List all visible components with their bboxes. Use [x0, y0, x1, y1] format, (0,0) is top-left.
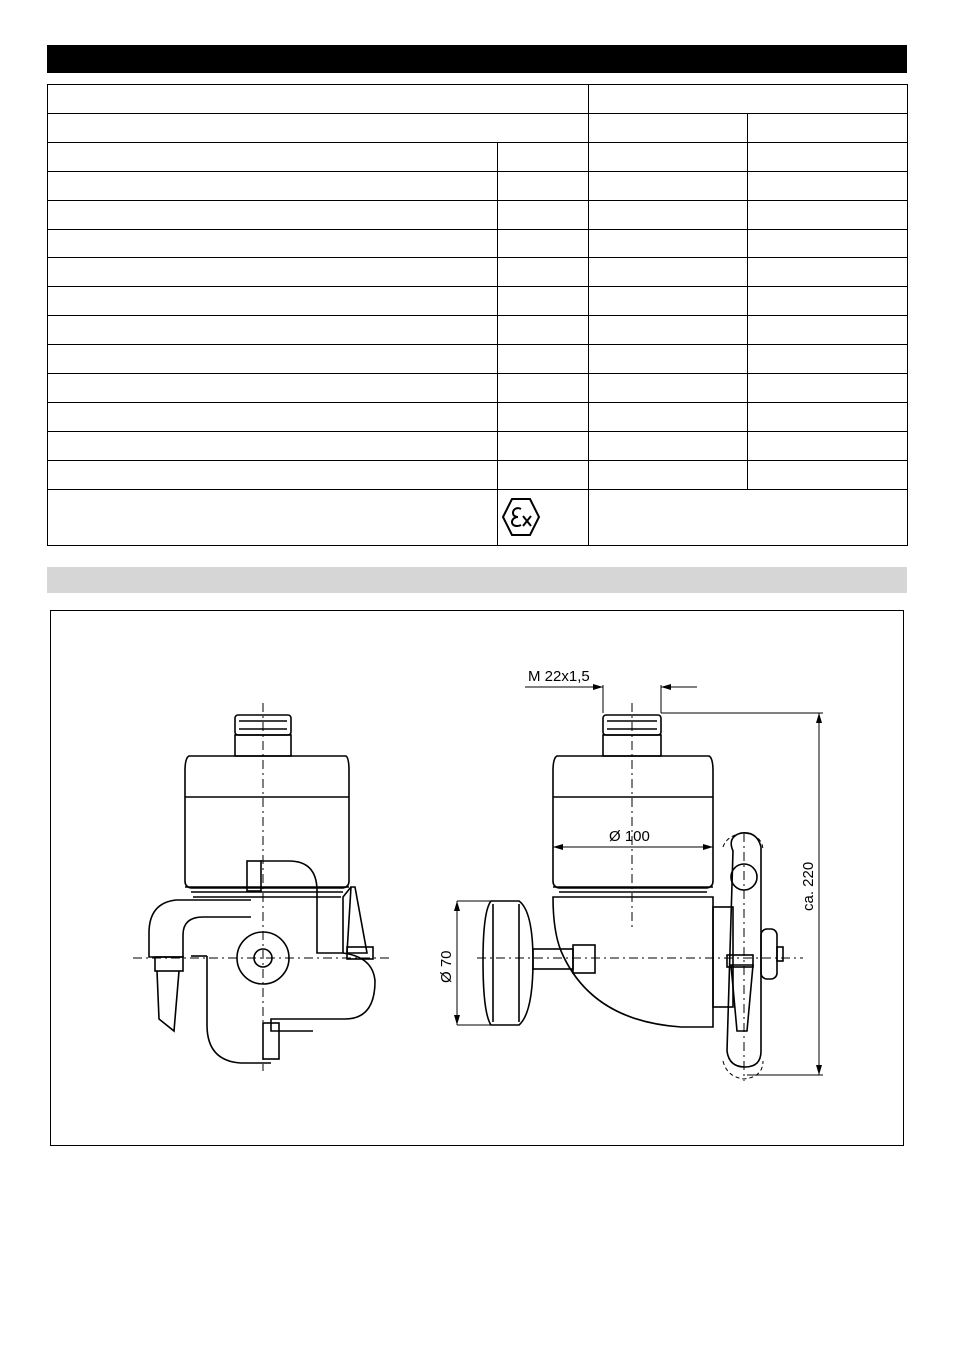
table-row: [48, 200, 908, 229]
table-row: [48, 345, 908, 374]
table-row: [48, 171, 908, 200]
table-row: [48, 113, 908, 142]
table-row: [48, 258, 908, 287]
table-row: [48, 374, 908, 403]
ex-explosion-protection-icon: [500, 496, 542, 538]
table-row: [48, 142, 908, 171]
table-row: [48, 402, 908, 431]
specification-table: [47, 84, 908, 546]
table-row-ex: [48, 489, 908, 545]
side-view: [483, 715, 783, 1067]
table-row: [48, 85, 908, 114]
table-row: [48, 287, 908, 316]
front-view: [149, 715, 375, 1063]
thread-dimension-label: M 22x1,5: [528, 668, 590, 685]
table-row: [48, 316, 908, 345]
section-title-bar: [47, 45, 907, 73]
wheel-diameter-label: Ø 70: [438, 950, 455, 983]
height-dimension-label: ca. 220: [800, 861, 817, 911]
body-diameter-label: Ø 100: [609, 828, 650, 845]
table-row: [48, 460, 908, 489]
table-row: [48, 431, 908, 460]
drawing-section-bar: [47, 567, 907, 593]
technical-drawing: [51, 611, 903, 1145]
table-row: [48, 229, 908, 258]
technical-drawing-frame: [50, 610, 904, 1146]
